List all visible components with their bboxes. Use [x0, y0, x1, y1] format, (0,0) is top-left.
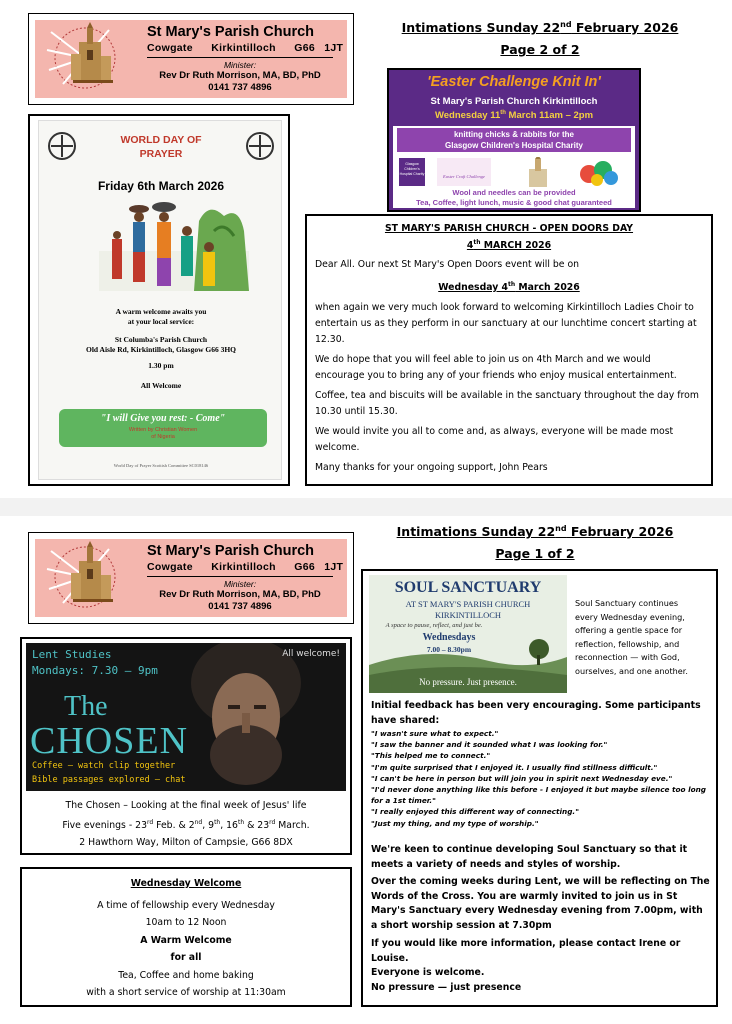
caption-part: Five evenings - 23 — [62, 820, 147, 832]
caption-part: & 23 — [244, 820, 270, 832]
intro-line: reflection, fellowship, and — [575, 638, 680, 649]
quote: "Just my thing, and my type of worship." — [371, 818, 539, 828]
open-doors-notice — [305, 214, 713, 486]
soul-sanctuary-banner — [369, 575, 567, 693]
soul-para3-line3: No pressure — just presence — [371, 981, 522, 993]
lent-caption-line3: 2 Hawthorn Way, Milton of Campsie, G66 8DX — [79, 837, 293, 849]
prayer-all-welcome: All Welcome — [140, 381, 182, 390]
soul-banner-title: SOUL SANCTUARY — [394, 579, 542, 596]
caption-part: Feb. & 2 — [153, 820, 195, 832]
church-header-background — [35, 20, 347, 98]
lent-caption-line2 — [22, 814, 350, 834]
soul-banner-venue: AT ST MARY'S PARISH CHURCH — [405, 599, 531, 609]
wednesday-line1: A time of fellowship every Wednesday — [97, 899, 275, 911]
soul-para3-line1: If you would like more information, please contact Irene or Louise. — [371, 938, 681, 964]
chosen-banner — [26, 643, 346, 791]
purple-line2: Glasgow Children's Hospital Charity — [445, 141, 583, 150]
intro-line: reconnection — with God, — [575, 652, 680, 663]
soul-quotes — [371, 728, 716, 829]
wednesday-line2: 10am to 12 Noon — [145, 917, 227, 928]
prayer-banner-credit — [59, 427, 267, 441]
church-phone: 0141 737 4896 — [208, 601, 272, 612]
church-header-bottom — [28, 532, 354, 624]
hospital-logo: Glasgow Children's Hospital Charity — [399, 158, 425, 186]
lent-all-welcome: All welcome! — [282, 649, 340, 659]
minister-label: Minister: — [223, 60, 257, 70]
easter-date-end: March 11am – 2pm — [505, 110, 594, 122]
open-doors-para1: Dear All. Our next St Mary's Open Doors event will be on — [315, 259, 580, 271]
heading-date-text: 4 — [466, 240, 474, 252]
intro-line: every Wednesday evening, — [575, 611, 685, 622]
credit-line1: Written by Christian Women — [128, 427, 198, 433]
church-sketch-icon — [525, 157, 551, 187]
prayer-welcome — [39, 307, 283, 327]
church-phone: 0141 737 4896 — [208, 82, 272, 93]
lent-caption — [22, 797, 350, 851]
divider — [147, 576, 333, 577]
easter-date-sup: th — [500, 110, 506, 116]
open-doors-para4: Coffee, tea and biscuits will be available in the sanctuary throughout the day from 10.30 until 15.30. — [315, 390, 699, 418]
open-doors-para5: We would invite you all to come and, as always, everyone will be made most welcome. — [315, 426, 674, 454]
open-doors-date — [315, 277, 703, 296]
title-text-end: February 2026 — [571, 20, 679, 36]
welcome-line1: A warm welcome awaits you — [115, 307, 207, 316]
caption-sup: nd — [194, 819, 203, 826]
purple-line1: knitting chicks & rabbits for the — [453, 130, 574, 139]
page-number-1: Page 1 of 2 — [495, 546, 575, 561]
easter-footer-line1: Wool and needles can be provided — [452, 188, 576, 197]
wednesday-line3: A Warm Welcome — [140, 934, 232, 946]
soul-banner-time: 7.00 – 8.30pm — [426, 645, 472, 654]
easter-date — [389, 110, 639, 121]
soul-intro — [575, 597, 717, 679]
lent-label-line1: Lent Studies — [32, 648, 112, 661]
wednesday-line4: for all — [170, 952, 202, 963]
chosen-sub-line1: Coffee – watch clip together — [32, 761, 176, 771]
title-text: Intimations Sunday 22 — [396, 524, 556, 540]
prayer-heading-line2: PRAYER — [139, 148, 183, 160]
quote: "I'm quite surprised that I enjoyed it. I usually find stillness difficult." — [371, 762, 658, 772]
church-header-top — [28, 13, 354, 105]
easter-purple-band — [397, 128, 631, 152]
soul-sanctuary-notice — [361, 569, 718, 1007]
poster-sheet — [38, 120, 282, 480]
quote: "I wasn't sure what to expect." — [371, 729, 499, 738]
wednesday-line5: Tea, Coffee and home baking — [118, 969, 254, 981]
venue-line1: St Columba's Parish Church — [114, 335, 208, 344]
caption-part: , 16 — [220, 820, 238, 832]
prayer-heading — [89, 133, 233, 161]
intro-line: offering a gentle space for — [575, 625, 683, 636]
venue-line2: Old Aisle Rd, Kirkintilloch, Glasgow G66 3HQ — [85, 345, 237, 354]
easter-venue: St Mary's Parish Church Kirkintilloch — [430, 96, 598, 107]
title-sup: nd — [555, 524, 567, 533]
heading-date-end: MARCH 2026 — [480, 240, 552, 252]
quote: "I really enjoyed this different way of connecting." — [371, 807, 579, 817]
church-logo-icon — [43, 541, 133, 613]
intimations-title-page2 — [370, 20, 710, 35]
prayer-venue — [39, 335, 283, 355]
caption-sup: rd — [269, 819, 276, 826]
title-text: Intimations Sunday 22 — [401, 20, 561, 36]
lent-label — [32, 647, 158, 679]
minister-name: Rev Dr Ruth Morrison, MA, BD, PhD — [159, 70, 321, 81]
prayer-heading-line1: WORLD DAY OF — [120, 134, 202, 146]
caption-part: , 9 — [202, 820, 215, 832]
easter-date-text: Wednesday 11 — [434, 110, 501, 122]
open-doors-heading-line2 — [315, 236, 703, 253]
church-address: Cowgate Kirkintilloch G66 1JT — [147, 42, 344, 54]
soul-banner-day: Wednesdays — [422, 632, 476, 643]
chosen-title: CHOSEN — [30, 720, 189, 762]
prayer-time: 1.30 pm — [148, 361, 174, 370]
chosen-face-image — [176, 643, 316, 791]
caption-part: March. — [275, 820, 310, 832]
credit-line2: of Nigeria — [151, 434, 175, 440]
chosen-sub-line2: Bible passages explored – chat — [32, 775, 186, 785]
title-sup: nd — [560, 20, 572, 29]
open-doors-heading — [315, 222, 703, 253]
chosen-the: The — [64, 691, 108, 722]
church-logo-icon — [43, 22, 133, 94]
caption-sup: rd — [147, 819, 154, 826]
intimations-title-page1 — [365, 524, 705, 539]
quote: "This helped me to connect." — [371, 751, 491, 761]
soul-para2: Over the coming weeks during Lent, we will be reflecting on The Words of the Cross. You are warmly invited to join us in St Mary's Sanctuary every Wednesday evening from 7.00pm, with a short worship session at 7.30pm — [371, 876, 710, 931]
soul-banner-footer: No pressure. Just presence. — [419, 677, 517, 687]
open-doors-para6: Many thanks for your ongoing support, John Pears — [315, 462, 548, 474]
quote: "I saw the banner and it sounded what I was looking for." — [371, 740, 608, 750]
od-date-end: March 2026 — [515, 282, 580, 294]
soul-feedback: Initial feedback has been very encouraging. Some participants have shared: — [371, 700, 701, 726]
soul-para3-line2: Everyone is welcome. — [371, 967, 485, 978]
intro-line: ourselves, and one another. — [575, 665, 688, 676]
soul-para1: We're keen to continue developing Soul Sanctuary so that it meets a variety of needs and styles of worship. — [371, 844, 688, 870]
soul-banner-town: KIRKINTILLOCH — [434, 610, 502, 620]
wool-balls-icon — [579, 158, 619, 186]
intro-line: Soul Sanctuary continues — [575, 598, 679, 608]
prayer-banner — [59, 409, 267, 447]
wednesday-welcome-notice — [20, 867, 352, 1007]
easter-white-panel — [393, 126, 635, 208]
easter-challenge-flyer — [387, 68, 641, 212]
minister-name: Rev Dr Ruth Morrison, MA, BD, PhD — [159, 589, 321, 600]
prayer-footer: World Day of Prayer Scottish Committee SC018146 — [113, 463, 209, 468]
easter-footer — [393, 188, 635, 208]
church-header-background — [35, 539, 347, 617]
open-doors-para2: when again we very much look forward to welcoming Kirkintilloch Ladies Choir to entertain us as they perform in our sanctuary at our lunchtime concert starting at 12.30. — [315, 302, 697, 346]
soul-banner-tagline: A space to pause, reflect, and just be. — [385, 622, 483, 629]
caption-sup: th — [214, 819, 221, 826]
soul-para3 — [371, 937, 711, 995]
wednesday-line6: with a short service of worship at 11:30am — [86, 987, 286, 998]
minister-label: Minister: — [223, 579, 257, 589]
quote: "I'd never done anything like this before - I enjoyed it but maybe silence too long for a 1st timer." — [371, 785, 707, 806]
church-name: St Mary's Parish Church — [147, 543, 315, 559]
lent-label-line2: Mondays: 7.30 – 9pm — [32, 664, 158, 677]
open-doors-para3: We do hope that you will feel able to join us on 4th March and we would encourage you to bring any of your friends who enjoy musical entertainment. — [315, 354, 677, 382]
prayer-banner-quote: "I will Give you rest: - Come" — [100, 413, 226, 424]
welcome-line2: at your local service: — [127, 317, 195, 326]
lent-studies-notice — [20, 637, 352, 855]
page-number-2: Page 2 of 2 — [500, 42, 580, 57]
caption-sup: th — [237, 819, 245, 826]
od-date-sup: th — [508, 281, 516, 289]
wednesday-title: Wednesday Welcome — [130, 878, 242, 889]
prayer-logo-left-icon — [47, 131, 77, 161]
prayer-logo-right-icon — [245, 131, 275, 161]
quote: "I can't be here in person but will join you in spirit next Wednesday eve." — [371, 773, 673, 783]
church-name: St Mary's Parish Church — [147, 24, 315, 40]
page-divider — [0, 498, 732, 516]
easter-title: 'Easter Challenge Knit In' — [427, 74, 601, 90]
prayer-illustration — [99, 201, 249, 291]
od-date-text: Wednesday 4 — [438, 282, 508, 294]
world-day-of-prayer-poster — [28, 114, 290, 486]
heading-date-sup: th — [473, 239, 481, 246]
title-text-end: February 2026 — [566, 524, 674, 540]
divider — [147, 57, 333, 58]
chosen-subtitle — [32, 759, 186, 787]
open-doors-heading-line1: ST MARY'S PARISH CHURCH - OPEN DOORS DAY — [384, 223, 634, 234]
prayer-date: Friday 6th March 2026 — [97, 179, 225, 193]
church-address: Cowgate Kirkintilloch G66 1JT — [147, 561, 344, 573]
lent-caption-line1: The Chosen – Looking at the final week of Jesus' life — [65, 800, 307, 811]
craft-badge: Easter Craft Challenge — [437, 158, 491, 186]
easter-footer-line2: Tea, Coffee, light lunch, music & good chat guaranteed — [416, 198, 612, 207]
